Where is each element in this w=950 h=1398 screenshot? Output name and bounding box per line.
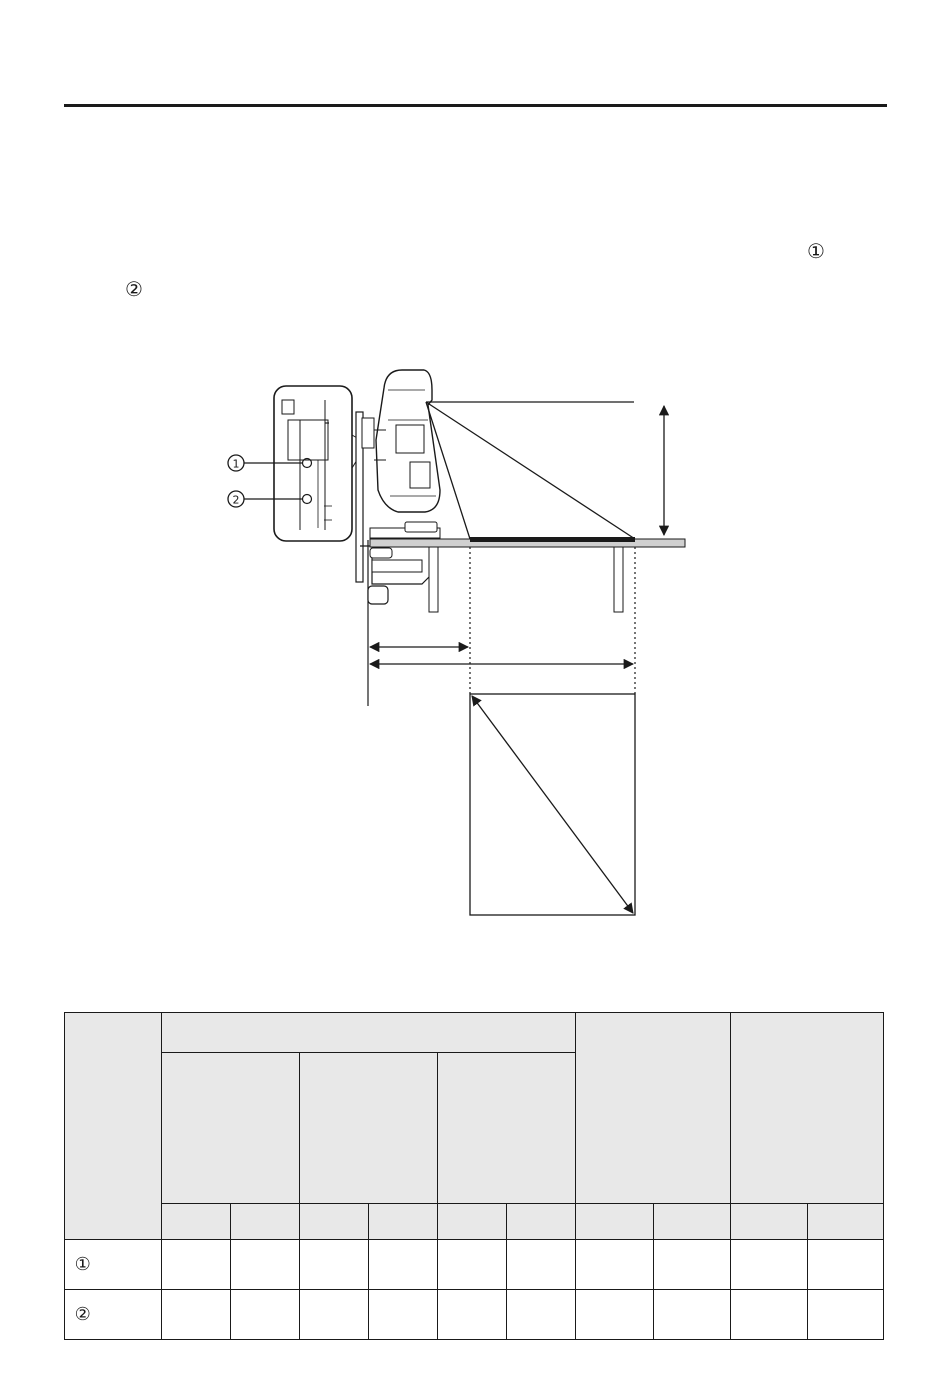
- projector-body: [374, 370, 440, 512]
- marker-2: ②: [125, 277, 143, 301]
- table-cell: [231, 1290, 300, 1340]
- table-cell: [231, 1240, 300, 1290]
- svg-text:1: 1: [232, 457, 240, 471]
- projected-image-bar: [470, 537, 635, 542]
- row-label-1: ①: [65, 1240, 101, 1290]
- projection-distance-table: [64, 1012, 884, 1340]
- row-label-spacer: [101, 1240, 162, 1290]
- row-label-2: ②: [65, 1290, 101, 1340]
- header-group-right-1: [576, 1013, 731, 1204]
- header-unit-cell: [507, 1204, 576, 1240]
- table-cell: [300, 1290, 369, 1340]
- header-group-main: [162, 1013, 576, 1053]
- table-row: [65, 1290, 884, 1340]
- table-cell: [731, 1240, 808, 1290]
- svg-text:2: 2: [232, 493, 240, 507]
- table-cell: [731, 1290, 808, 1340]
- projection-ray-far: [426, 402, 635, 539]
- header-corner: [65, 1013, 162, 1240]
- marker-1: ①: [807, 239, 825, 263]
- header-unit-cell: [654, 1204, 731, 1240]
- header-unit-cell: [576, 1204, 654, 1240]
- header-unit-cell: [438, 1204, 507, 1240]
- header-unit-cell: [300, 1204, 369, 1240]
- header-sub-2: [300, 1053, 438, 1204]
- table-cell: [507, 1290, 576, 1340]
- table-cell: [654, 1240, 731, 1290]
- table-cell: [808, 1290, 884, 1340]
- table-row: [65, 1240, 884, 1290]
- table-cell: [808, 1240, 884, 1290]
- header-unit-cell: [231, 1204, 300, 1240]
- header-sub-1: [162, 1053, 300, 1204]
- table-cell: [438, 1240, 507, 1290]
- table-cell: [300, 1240, 369, 1290]
- header-unit-cell: [369, 1204, 438, 1240]
- table-cell: [576, 1240, 654, 1290]
- header-group-right-2: [731, 1013, 884, 1204]
- table-cell: [369, 1240, 438, 1290]
- table-cell: [654, 1290, 731, 1340]
- table-cell: [162, 1240, 231, 1290]
- table-cell: [438, 1290, 507, 1340]
- table-cell: [576, 1290, 654, 1340]
- header-sub-3: [438, 1053, 576, 1204]
- table-cell: [369, 1290, 438, 1340]
- table-cell: [162, 1290, 231, 1340]
- header-unit-cell: [808, 1204, 884, 1240]
- row-label-spacer: [101, 1290, 162, 1340]
- table: [370, 537, 685, 612]
- table-cell: [507, 1240, 576, 1290]
- header-unit-cell: [162, 1204, 231, 1240]
- header-unit-cell: [731, 1204, 808, 1240]
